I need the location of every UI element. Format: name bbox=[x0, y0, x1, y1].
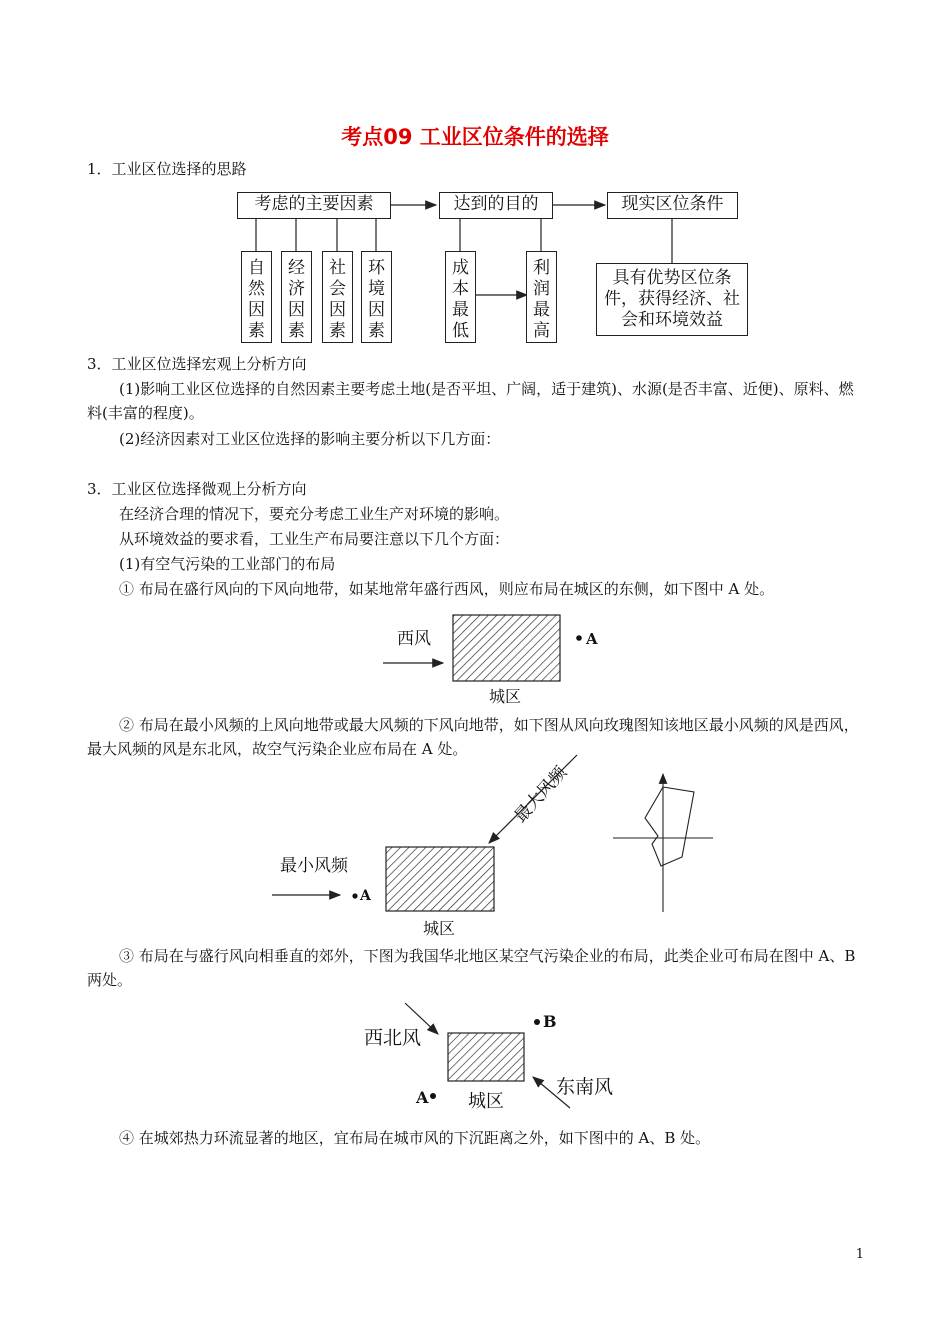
flow-box-aims: 达到的目的 bbox=[439, 192, 553, 219]
flow-box-conditions: 现实区位条件 bbox=[607, 192, 738, 219]
result-box: 具有优势区位条件，获得经济、社会和环境效益 bbox=[596, 263, 748, 336]
section3-paragraph3: (1)有空气污染的工业部门的布局 bbox=[119, 555, 336, 573]
section3-paragraph1: 在经济合理的情况下，要充分考虑工业生产对环境的影响。 bbox=[119, 505, 510, 523]
fig2-max-wind-label: 最大风频 bbox=[510, 762, 572, 827]
section2-heading: 3．工业区位选择宏观上分析方向 bbox=[87, 355, 307, 373]
wind-rose bbox=[613, 774, 713, 912]
page-title: 考点09 工业区位条件的选择 bbox=[341, 125, 609, 149]
page-number: 1 bbox=[855, 1247, 864, 1262]
point-b-dot bbox=[534, 1019, 540, 1025]
factor-natural: 自 然 因 素 bbox=[241, 251, 272, 343]
section3-item4: ④ 在城郊热力环流显著的地区，宜布局在城市风的下沉距离之外，如下图中的 A、B 处。 bbox=[119, 1129, 711, 1147]
city-area bbox=[448, 1033, 524, 1081]
city-area bbox=[386, 847, 494, 911]
fig1-city-label: 城区 bbox=[489, 687, 522, 706]
section2-paragraph1: (1)影响工业区位选择的自然因素主要考虑土地(是否平坦、广阔，适于建筑)、水源(是否丰富、近便)、原料、燃料(丰富的程度)。 bbox=[87, 380, 854, 422]
factor-economic: 经 济 因 素 bbox=[281, 251, 312, 343]
fig3-point-b: B bbox=[543, 1012, 557, 1031]
section3-paragraph2: 从环境效益的要求看，工业生产布局要注意以下几个方面： bbox=[119, 530, 510, 548]
section1-heading: 1．工业区位选择的思路 bbox=[87, 160, 247, 178]
figure-wind-frequency bbox=[272, 755, 713, 912]
flow-box-factors: 考虑的主要因素 bbox=[237, 192, 391, 219]
fig3-city-label: 城区 bbox=[468, 1091, 504, 1112]
aim-lowest-cost: 成 本 最 低 bbox=[445, 251, 476, 343]
city-area bbox=[453, 615, 560, 681]
factor-social: 社 会 因 素 bbox=[322, 251, 353, 343]
section3-item2: ② 布局在最小风频的上风向地带或最大风频的下风向地带，如下图从风向玫瑰图知该地区最小风频的风是西风，最大风频的风是东北风，故空气污染企业应布局在 A 处。 bbox=[87, 716, 859, 758]
fig2-min-wind-label: 最小风频 bbox=[280, 856, 348, 876]
fig1-wind-label: 西风 bbox=[397, 629, 431, 649]
fig3-point-a: A bbox=[416, 1088, 429, 1107]
section2-paragraph2: (2)经济因素对工业区位选择的影响主要分析以下几方面： bbox=[119, 430, 501, 448]
section3-heading: 3．工业区位选择微观上分析方向 bbox=[87, 480, 307, 498]
section3-item1: ① 布局在盛行风向的下风向地带，如某地常年盛行西风，则应布局在城区的东侧，如下图中 A 处。 bbox=[119, 580, 775, 598]
fig2-city-label: 城区 bbox=[423, 919, 456, 938]
point-a-dot bbox=[352, 893, 357, 898]
section3-item3: ③ 布局在与盛行风向相垂直的郊外，下图为我国华北地区某空气污染企业的布局，此类企业可布局在图中 A、B 两处。 bbox=[87, 947, 856, 989]
fig3-nw-wind-label: 西北风 bbox=[364, 1027, 422, 1049]
fig2-point-a: A bbox=[360, 888, 371, 904]
fig1-point-a: A bbox=[586, 630, 598, 648]
point-a-dot bbox=[576, 635, 582, 641]
aim-highest-profit: 利 润 最 高 bbox=[526, 251, 557, 343]
point-a-dot bbox=[430, 1093, 436, 1099]
factor-environment: 环 境 因 素 bbox=[361, 251, 392, 343]
fig3-se-wind-label: 东南风 bbox=[556, 1076, 614, 1098]
